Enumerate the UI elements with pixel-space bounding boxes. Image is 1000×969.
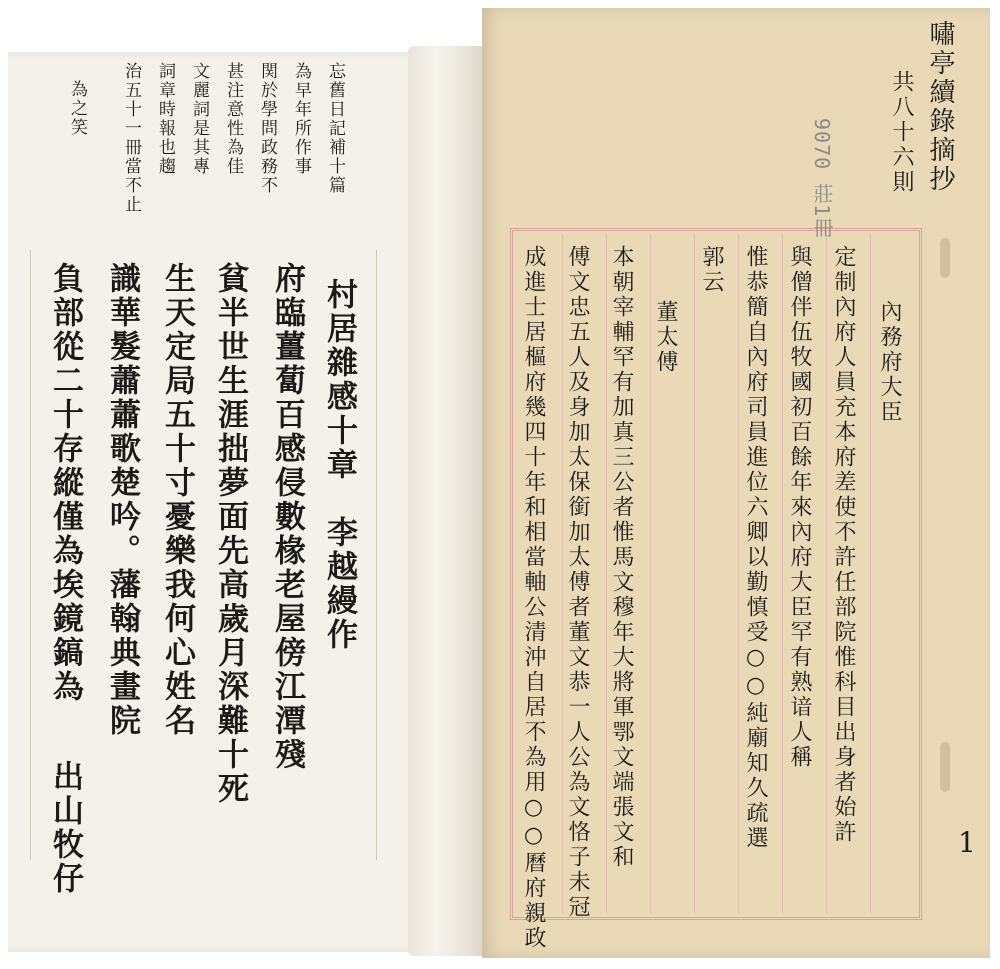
page-edge-tab [940,742,950,792]
page-number: 1 [958,826,976,859]
top-note-column-2: 為早年所作事 [291,62,311,176]
poem-title-column: 村居雜感十章 李越縵作 [321,278,357,652]
pencil-catalog-note: 9070 莊1冊 [810,118,834,239]
top-note-column-8: 為之笑 [67,80,87,137]
poem-column-7: 出山牧仔 [47,760,83,896]
body2-column-3: 成進士居樞府幾四十年和相當軸公清沖自居不為用○○曆府親政 [521,245,546,951]
top-note-column-1: 忘舊日記補十篇 [325,62,345,195]
body-column-4: 郭云 [699,245,724,295]
poem-column-6: 負部從二十存縱僅為埃鏡鎬為 [47,262,83,704]
top-note-column-6: 詞章時報也趨 [155,62,175,176]
column-rule [650,234,651,914]
top-note-column-4: 甚注意性為佳 [223,62,243,176]
book-spine [408,46,488,956]
page-edge-tab [940,238,950,278]
section-title-dong: 董太傅 [653,300,678,375]
body-column-3: 惟恭簡自內府司員進位六卿以勤慎受○○純廟知久疏選 [743,245,768,851]
body-column-2: 與僧伴伍牧國初百餘年來內府大臣罕有熟谙人稱 [787,245,812,770]
body2-column-2: 傅文忠五人及身加太保銜加太傅者董文恭一人公為文恪子未冠 [565,245,590,920]
column-rule [562,234,563,914]
poem-column-4: 生天定局五十寸憂樂我何心姓名 [159,262,195,738]
poem-column-2: 府臨薑蔔百感侵數椽老屋傍江潭殘 [269,262,305,772]
body2-column-1: 本朝宰輔罕有加真三公者惟馬文穆年大將軍鄂文端張文和 [609,245,634,870]
book-subtitle: 共八十六則 [889,70,914,195]
body-column-1: 定制內府人員充本府差使不許任部院惟科目出身者始許 [831,245,856,845]
column-rule [782,234,783,914]
section-title-neiwufu: 內務府大臣 [877,300,902,425]
poem-column-3: 貧半世生涯拙夢面先高歲月深難十死 [212,262,248,806]
top-note-column-5: 文麗詞是其專 [189,62,209,176]
top-note-column-7: 治五十一冊當不止 [121,62,141,214]
column-rule [606,234,607,914]
column-rule [870,234,871,914]
column-rule [826,234,827,914]
column-rule [694,234,695,914]
column-rule [738,234,739,914]
top-note-column-3: 関於學問政務不 [257,62,277,195]
book-title: 嘯亭續錄摘抄 [925,20,955,194]
poem-column-5: 識華髮蕭蕭歌楚吟。藩翰典畫院 [104,262,140,738]
